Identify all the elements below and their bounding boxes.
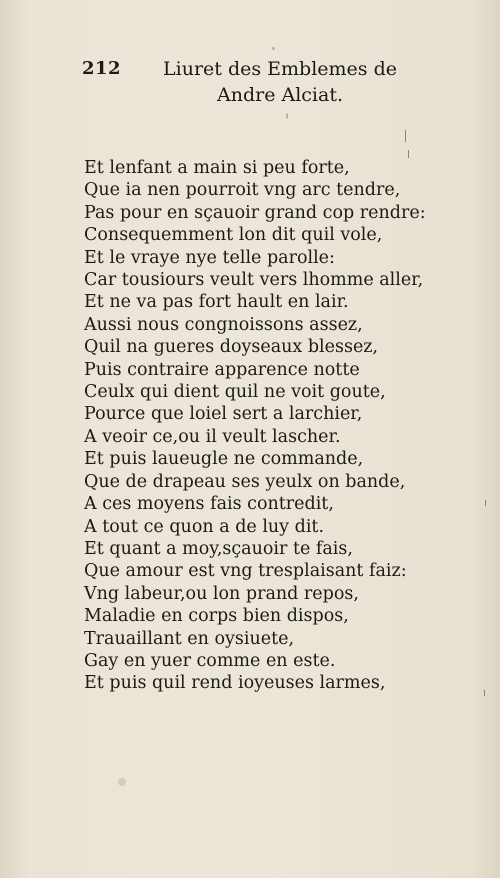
verse-line: Car tousiours veult vers lhomme aller, xyxy=(84,270,424,291)
verse-line: Et ne va pas fort hault en lair. xyxy=(84,292,349,313)
verse-block xyxy=(84,157,424,695)
margin-mark xyxy=(485,500,486,506)
verse-line: Que ia nen pourroit vng arc tendre, xyxy=(84,180,401,201)
verse-line: Et puis quil rend ioyeuses larmes, xyxy=(84,673,386,694)
verse-line: Vng labeur,ou lon prand repos, xyxy=(84,583,359,604)
margin-mark xyxy=(405,130,406,142)
margin-mark xyxy=(484,690,485,696)
paper-spot xyxy=(118,778,126,786)
verse-line: Que amour est vng tresplaisant faiz: xyxy=(84,561,407,582)
page-number: 212 xyxy=(82,58,122,79)
verse-line: Ceulx qui dient quil ne voit goute, xyxy=(84,382,386,403)
running-head-line-2: Andre Alciat. xyxy=(216,84,343,106)
verse-line: Puis contraire apparence notte xyxy=(84,359,360,380)
running-head-line-1: Liuret des Emblemes de xyxy=(163,58,397,80)
verse-line: Et le vraye nye telle parolle: xyxy=(84,247,335,268)
verse-line: Consequemment lon dit quil vole, xyxy=(84,225,383,246)
paper-spot xyxy=(286,113,288,119)
paper-spot xyxy=(272,47,275,50)
verse-line: Et puis laueugle ne commande, xyxy=(84,449,364,470)
verse-line: Gay en yuer comme en este. xyxy=(84,650,336,671)
verse-line: Pas pour en sçauoir grand cop rendre: xyxy=(84,202,426,223)
verse-line: Maladie en corps bien dispos, xyxy=(84,606,349,627)
verse-line: Et quant a moy,sçauoir te fais, xyxy=(84,538,353,559)
verse-line: Pource que loiel sert a larchier, xyxy=(84,404,363,425)
verse-line: Trauaillant en oysiuete, xyxy=(84,628,295,649)
verse-line: Et lenfant a main si peu forte, xyxy=(84,158,350,178)
verse-line: Aussi nous congnoissons assez, xyxy=(84,314,363,335)
verse-line: A veoir ce,ou il veult lascher. xyxy=(84,426,341,447)
verse-line: Que de drapeau ses yeulx on bande, xyxy=(84,471,406,492)
verse-line: A ces moyens fais contredit, xyxy=(84,494,334,515)
verse-line: A tout ce quon a de luy dit. xyxy=(84,516,325,537)
running-head xyxy=(150,56,410,108)
verse-line: Quil na gueres doyseaux blessez, xyxy=(84,337,379,358)
